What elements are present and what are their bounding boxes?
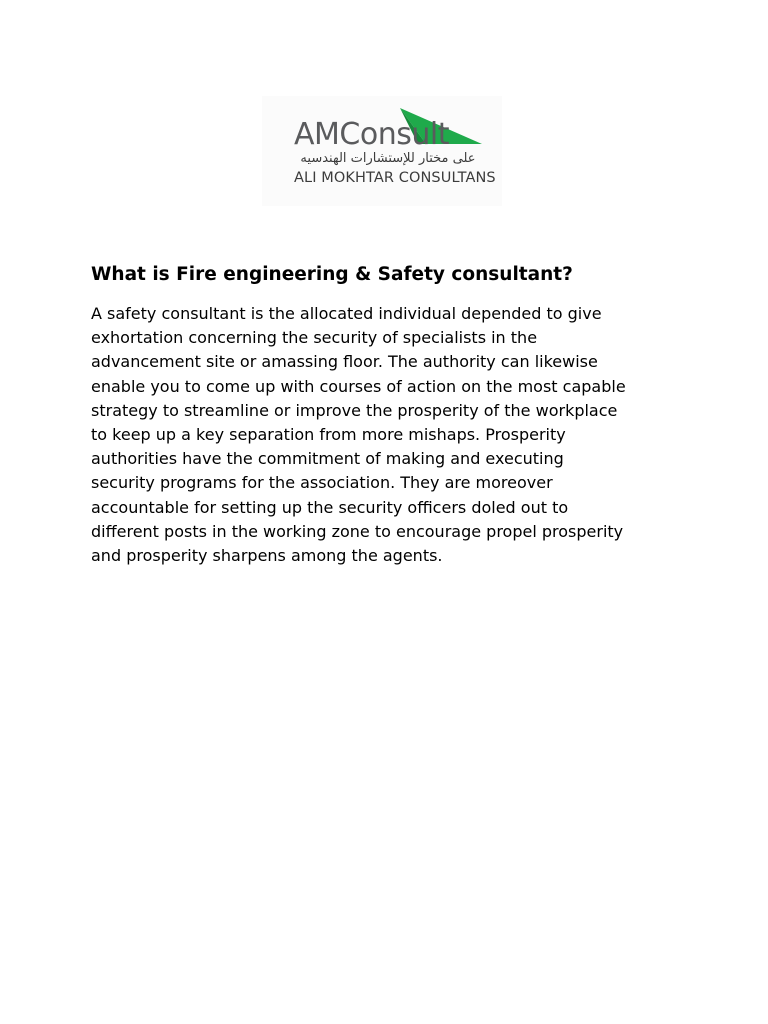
logo-arabic-tagline: على مختار للإستشارات الهندسيه: [300, 151, 476, 166]
article-body: [91, 302, 691, 568]
body-line: strategy to streamline or improve the prosperity of the workplace: [91, 400, 618, 420]
body-line: different posts in the working zone to encourage propel prosperity: [91, 521, 624, 541]
body-line: exhortation concerning the security of specialists in the: [91, 328, 538, 348]
body-line: to keep up a key separation from more mishaps. Prosperity: [91, 425, 566, 445]
logo-english-tagline: ALI MOKHTAR CONSULTANS: [294, 170, 496, 186]
body-line: authorities have the commitment of making and executing: [91, 449, 564, 469]
company-logo: [262, 96, 502, 206]
body-line: advancement site or amassing floor. The authority can likewise: [91, 352, 598, 372]
body-line: enable you to come up with courses of action on the most capable: [91, 376, 626, 396]
article-heading: What is Fire engineering & Safety consultant?: [91, 264, 573, 285]
logo-brand-name: AMConsult: [294, 117, 449, 152]
body-line: and prosperity sharpens among the agents.: [91, 546, 443, 566]
body-line: security programs for the association. They are moreover: [91, 473, 553, 493]
body-line: A safety consultant is the allocated individual depended to give: [91, 304, 602, 323]
body-line: accountable for setting up the security officers doled out to: [91, 497, 569, 517]
